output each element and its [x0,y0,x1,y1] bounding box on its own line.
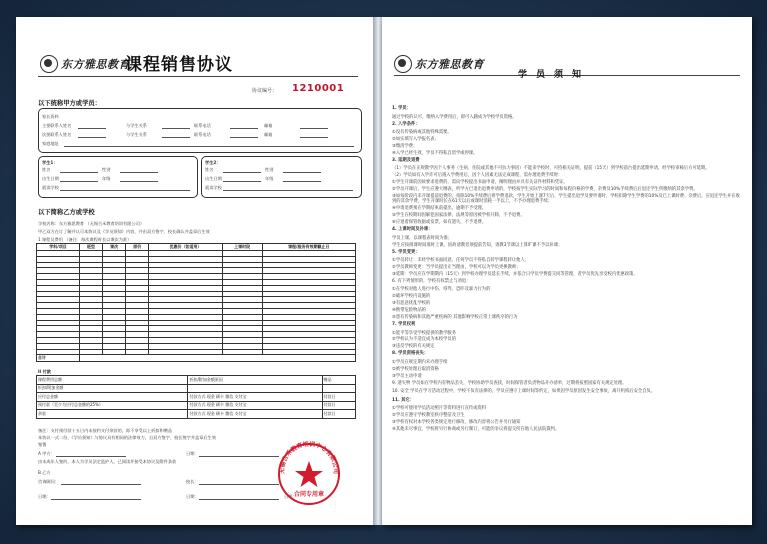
brand-name: 东方雅思教育 [61,58,130,71]
page-title: 课程销售协议 [125,55,233,75]
notice-item: 10. 安全 学员在学习活动过程中，学校不负有法律的，学员应遵守上课时间等约定，如果因学员原因发生安全事故，离开机构后安全自负。 [392,389,656,395]
parent-field-label: 邮箱 [264,132,273,137]
course-header-cell: 上课时段 [222,244,262,251]
fee-cell: 赠品 [322,376,355,385]
notice-item: ③如每阶段内未开课提前退费的，扣除10%手续费后将学费退款，学生开始上课7天后，学生提出退学及要申请时，学校扣除学生学费的10%及已上课时费、杂费后，应退还学生并在收到的其余学费，学生开课时长在61天以后或课时消耗一半以上，不予办理退费手续； [392,193,740,205]
notice-item: 通过学校的认可，缴纳入学费用后，即可入籍成为学校学员资格。 [392,114,517,120]
student2-field-label: 出生日期 [205,176,222,181]
total-value[interactable] [79,355,355,362]
note-line: 备注：支付预付款十五日内未按约支付余款的，即不享受以上折扣和赠品 [38,428,173,433]
seal-caption: 合同专用章 [293,491,325,498]
notice-item: 6. 有下列情形的，学校有权禁止与劝退： [392,278,471,284]
guardian-note: 由未成年人签约，本人为学员法定监护人，已阅读并接受本协议及附件条款 [38,459,177,464]
note-line: 本协议一式二份，《学员须知》与协议具有相同的法律效力，自双方签字、校长签字并盖章后生效 [38,435,216,440]
total-label: 合计 [37,355,80,362]
parent-field-label: 家长资料 [42,114,59,119]
protocol-label: 协议编号： [252,88,278,94]
notice-item: ②学员开课后，学生应遵大纲表，听学方已退出退费申请的，学校按学生实际学习的时间和每程价格的学费、杂费及10%手续费后后退还学生所缴纳的其余学费。 [392,187,698,192]
seal-company-name: 无锡合禾教育培训中心有限公司 [278,441,340,474]
principal-label: 校长： [186,479,199,484]
brand-logo [394,55,484,73]
student2-field-label: 性别 [265,167,274,172]
date-line[interactable] [51,499,141,500]
party-a-date-line[interactable] [199,456,279,457]
date-label: 日期： [186,494,199,499]
notice-item: ④入学已经生效，学员不得私自留学或停课。 [392,150,478,156]
fee-table [36,375,356,419]
notice-item: ①没有传染病或其他特殊需要。 [392,130,452,136]
parent-field-input[interactable] [230,128,258,129]
parent-field-input[interactable] [64,146,354,147]
sign-heading: 签署 [38,442,47,447]
fee-cell: 预付款（至少为应付总金额的25%） [37,401,188,410]
parent-field-label: 与学生关系 [126,132,147,137]
party-b-sign-label: B 乙方 [38,470,51,475]
course-header-cell: 课程/服务有效期截止日 [262,244,355,251]
notice-item: ③缴清学费； [392,143,418,149]
notice-item: 学员上课，以课程表时间为准； [392,235,453,241]
logo-icon [394,55,412,73]
seal-star-icon [295,461,323,487]
table-row [37,401,356,410]
student2-field-input[interactable] [223,181,261,182]
notice-item: ②如实填写入学报名表； [392,137,439,142]
parent-field-label: 与学生关系 [126,123,147,128]
notice-item: ①学校可使用学员活动照片等资料进行宣传或资料 [392,406,487,412]
notice-page [382,17,752,525]
notice-item: 8. 学员资格丧失： [392,351,429,357]
parent-field-label: 主要联系人姓名 [42,123,72,128]
student1-field-input[interactable] [120,181,158,182]
notice-item: 7. 学员权利 [392,321,416,327]
table-row [37,410,356,419]
notice-item: ⑤学生在校期间因解犯国家法律，法规等原因被学校开除，不予退费。 [392,213,525,219]
parent-field-label: 联系电话 [194,123,211,128]
party-a-sign-line[interactable] [56,456,126,457]
fee-cell: 折扣/附加金额原因 [188,376,322,385]
total-row [37,355,356,362]
party-b-heading: 以下简称乙方或学校 [38,209,95,216]
company-seal [276,441,342,507]
student1-field-label: 性别 [102,167,111,172]
notice-item: ⑤患有传染病和其他严重疾病的 其他影响学校正常上课秩序的行为 [392,315,518,320]
brand-logo [40,55,130,73]
logo-icon [40,55,58,73]
fee-cell[interactable] [322,384,355,393]
consultant-label: 咨询顾问： [38,479,59,484]
student2-field-label: 姓名 [205,167,214,172]
protocol-number: 1210001 [292,83,345,94]
fee-cell: 余款 [37,410,188,419]
student2-field-label: 学生2： [205,160,221,165]
student2-box [201,156,362,198]
notice-title: 学员须知 [518,70,591,80]
course-header-cell: 优惠价（如适用） [149,244,222,251]
student1-field-input[interactable] [60,190,190,191]
notice-item: ③学员主动申请 [392,373,422,379]
notice-item: ①学生开课前因故要求退费的，需向学校提出书面申请，阐明理由并具有关证件材料和凭证。 [392,180,568,186]
school-name: 学校名称：东方雅思教育 （无锡合禾教育培训有限公司） [38,221,145,226]
table-row [37,376,356,385]
notice-item: 1. 学员： [392,106,412,111]
notice-item: ②学校认为不适宜成为本校学员的 [392,337,457,343]
fee-cell: 付款日 [322,401,355,410]
fee-cell: 课程费用总额 [37,376,188,385]
parent-field-input[interactable] [162,128,190,129]
fee-cell: 折扣/附加金额 [37,384,188,393]
parent-field-input[interactable] [162,137,190,138]
table-header-row [37,244,356,251]
course-fee-heading: 1 课程及费用 （备注：每次课程时长以课次为准） [38,237,132,242]
student2-field-input[interactable] [223,190,353,191]
notice-item: ④携带危险物品的 [392,308,426,314]
student1-field-label: 姓名 [42,167,51,172]
notice-item: ③学校有权对本学校各类规定进行修改，修改内容将公告并另行通知 [392,420,521,426]
party-a-date-label: 日期： [186,451,199,456]
notice-item: ③违反学校的有关规定 [392,344,435,350]
fee-cell: 付款日 [322,410,355,419]
date-label: 日期： [284,494,297,499]
notice-item: ③有恶意扰乱学校的 [392,301,431,307]
contract-page [16,17,373,525]
notice-item: （1）学员在正规教学因个人事务（生病、住院或其他不可抗力事因）不能来学校时，可持相关证明，提前（15天）到学校前台提出延期申请，经学校审核后方可延期。 [392,166,710,172]
notice-item: 9. 遗失物 学员如在学校内有物品丢失，学校协助学员查找，时间保管者负责物品开办清单，过期将按照国家有关规定处理。 [392,380,627,386]
notice-item: 2. 入学条件： [392,121,420,127]
student1-field-label: 年级 [102,176,111,181]
brand-name: 东方雅思教育 [415,58,484,71]
date-line[interactable] [199,499,279,500]
table-row [37,393,356,402]
student1-field-label: 就读学校 [42,185,59,190]
notice-item: ②学员应遵守学校教室秩序整洁及卫生 [392,413,465,419]
divider [38,76,358,77]
course-header-cell: 原价 [126,244,149,251]
notice-item: 4. 上课时间及补课： [392,227,433,233]
parent-field-label: 邮箱 [264,123,273,128]
course-table [36,243,356,362]
student1-field-input[interactable] [60,181,98,182]
notice-item: ①学员转让：未经学校书面同意，任何学员不得私自转学课程转让他人； [392,258,530,264]
student2-field-input[interactable] [283,172,321,173]
notice-item: 11. 其它： [392,397,414,403]
fee-cell: 付款日 [322,393,355,402]
date-label: 日期： [38,494,51,499]
notice-item: ②学员教师变更：当学员提出正当理由，学校可以为学员更换教师； [392,265,521,270]
notice-item: （2）学员如有入学许可后遇入学费用后，因个人因素无法完成课程，需办理退费手续时： [392,173,563,179]
party-a-sign-label: A 甲方： [38,451,55,456]
notice-item: ①学员在规定期内未办理手续 [392,359,448,365]
notice-item: ②被学校处理后取消资格 [392,366,439,372]
course-header-cell: 班型 [79,244,102,251]
parent-field-input[interactable] [300,137,328,138]
parent-field-input[interactable] [78,128,106,129]
fee-cell: 付款方式 现金 刷卡 微信 支付宝 [188,393,322,402]
fee-cell: 应付总金额 [37,393,188,402]
course-header-cell: 课次 [103,244,126,251]
parent-field-input[interactable] [300,128,328,129]
parent-field-input[interactable] [230,137,258,138]
notice-item: ①在学校对他人进行中伤、辱骂、恐吓及暴力行为的 [392,287,491,293]
student1-box [38,156,198,198]
parent-field-input[interactable] [78,137,106,138]
student2-field-input[interactable] [283,181,321,182]
student2-field-label: 年级 [265,176,274,181]
notice-item: ⑥应退着保管收据或发票，如有遗失，不予退费。 [392,220,487,226]
party-a-heading: 以下统称甲方或学员： [38,100,101,107]
notice-item: ④申请退费须在学期结束前提出，逾期不予受理。 [392,206,487,212]
course-header-cell: 学科/项目 [37,244,80,251]
fee-cell[interactable] [188,384,322,393]
student1-field-input[interactable] [60,172,98,173]
parent-field-label: 联系电话 [194,132,211,137]
parent-field-label: 次要联系人姓名 [42,132,72,137]
fee-cell: 付款方式 现金 刷卡 微信 支付宝 [188,410,322,419]
notice-item: ①能平等享受学校提供的教学服务 [392,330,457,336]
page-fold [373,17,382,525]
notice-item: 3. 延期及退费 [392,157,420,163]
parent-field-label: 家庭地址 [42,141,59,146]
student1-field-input[interactable] [120,172,158,173]
principal-sign-line[interactable] [199,484,279,485]
student2-field-input[interactable] [223,172,261,173]
student1-field-label: 出生日期 [42,176,59,181]
student1-field-label: 学生1： [42,160,58,165]
student2-field-label: 就读学校 [205,185,222,190]
notice-item: ③延期：学员应在学期期内（15天）到学校办理学员延长手续，并依合日学员学费提交同等管理，者学员优先享受校内优惠政策。 [392,271,638,277]
notice-item: ④其他未尽事宜，学校将另行协商或另行制订，可能的争议将提交所在地人民法院裁判。 [392,427,560,432]
table-row [37,384,356,393]
notice-item: ②破坏学校内设施的 [392,294,431,300]
fee-heading: II 付款 [38,369,51,374]
agreement-note: 甲乙双方在订了解并认可本协议及《学员须知》内容，并由双方签字、校长确认并盖章后生效 [38,229,210,234]
fee-cell: 付款方式 现金 刷卡 微信 支付宝 [188,401,322,410]
notice-item: 5. 学员变更： [392,249,420,255]
consultant-sign-line[interactable] [61,484,141,485]
notice-item: 学生应按排课时间准时上课，因故请教者须提前告知，请教3节课以上算旷课不予以补课； [392,242,563,248]
